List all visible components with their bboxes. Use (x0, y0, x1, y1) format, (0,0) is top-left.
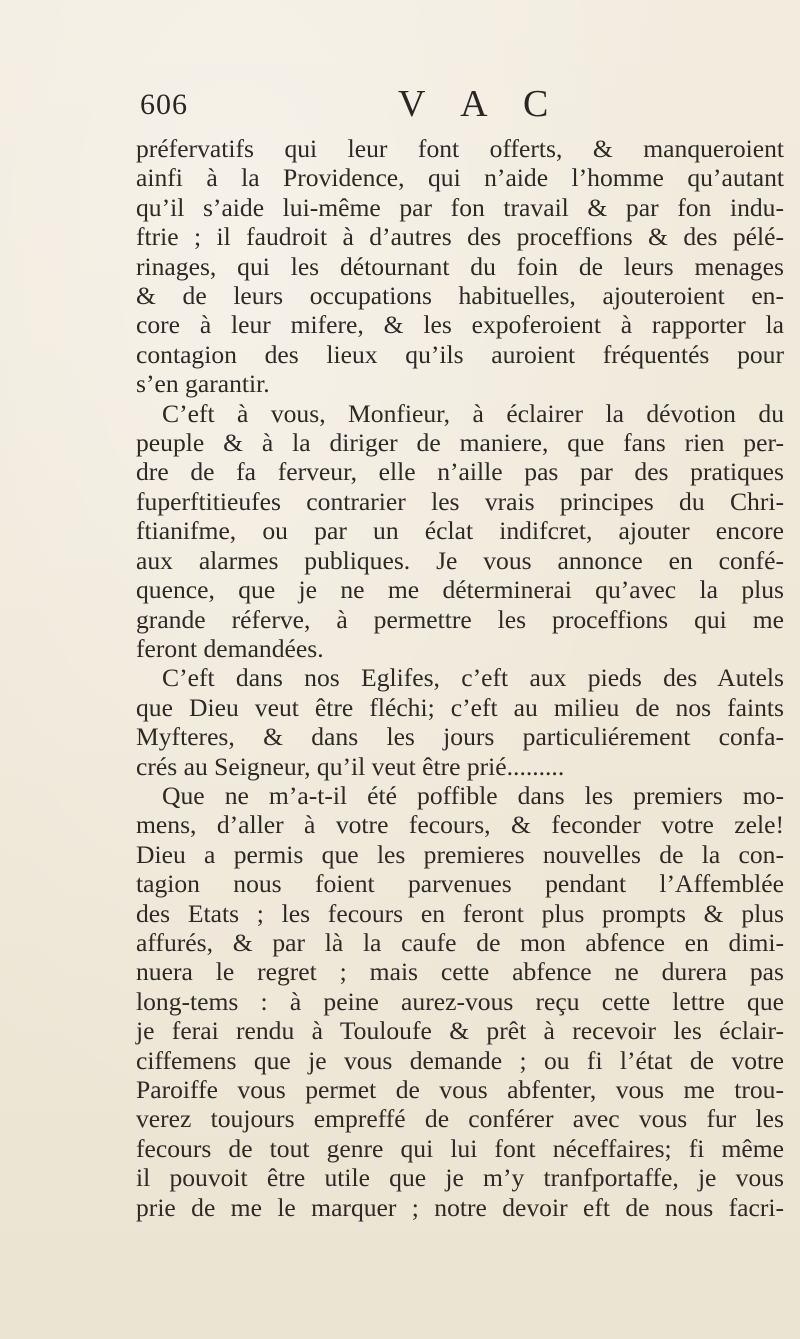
text-line: C’eft à vous, Monfieur, à éclairer la dévotion du (162, 398, 784, 428)
text-line: s’en garantir. (136, 369, 270, 399)
text-line: C’eft dans nos Eglifes, c’eft aux pieds des Autels (162, 663, 784, 693)
text-line: & de leurs occupations habituelles, ajouteroient en- (136, 281, 784, 311)
text-line: ainfi à la Providence, qui n’aide l’homme qu’autant (136, 163, 784, 193)
text-line: prie de me le marquer ; notre devoir eft de nous facri- (136, 1192, 784, 1222)
text-line: verez toujours empreffé de conférer avec vous fur les (136, 1104, 784, 1134)
text-line: core à leur mifere, & les expoferoient à rapporter la (136, 310, 784, 340)
text-line: préfervatifs qui leur font offerts, & manqueroient (136, 134, 784, 163)
text-line: des Etats ; les fecours en feront plus prompts & plus (136, 898, 784, 928)
text-line: contagion des lieux qu’ils auroient fréquentés pour (136, 339, 784, 369)
text-line: crés au Seigneur, qu’il veut être prié......... (136, 751, 565, 781)
running-head: V A C (398, 83, 563, 125)
text-line: je ferai rendu à Touloufe & prêt à recevoir les éclair- (136, 1016, 784, 1046)
text-line: peuple & à la diriger de maniere, que fans rien per- (136, 428, 784, 458)
text-line: que Dieu veut être fléchi; c’eft au milieu de nos faints (136, 692, 784, 722)
page-header (140, 82, 770, 132)
text-line: aux alarmes publiques. Je vous annonce en confé- (136, 545, 784, 575)
text-line: il pouvoit être utile que je m’y tranfportaffe, je vous (136, 1163, 784, 1193)
text-line: Que ne m’a-t-il été poffible dans les premiers mo- (162, 780, 784, 810)
text-line: nuera le regret ; mais cette abfence ne durera pas (136, 957, 784, 987)
text-line: Paroiffe vous permet de vous abfenter, vous me trou- (136, 1075, 784, 1104)
text-line: dre de fa ferveur, elle n’aille pas par des pratiques (136, 457, 784, 487)
text-line: long-tems : à peine aurez-vous reçu cette lettre que (136, 986, 784, 1016)
text-line: Dieu a permis que les premieres nouvelles de la con- (136, 839, 784, 869)
text-line: affurés, & par là la caufe de mon abfence en dimi- (136, 927, 784, 957)
text-line: fecours de tout genre qui lui font néceffaires; fi même (136, 1133, 784, 1163)
text-line: quence, que je ne me déterminerai qu’avec la plus (136, 575, 784, 605)
text-line: fuperftitieufes contrarier les vrais principes du Chri- (136, 486, 784, 516)
text-line: ftianifme, ou par un éclat indifcret, ajouter encore (136, 516, 784, 546)
text-line: ciffemens que je vous demande ; ou fi l’état de votre (136, 1045, 784, 1075)
page-number: 606 (140, 88, 188, 121)
text-line: Myfteres, & dans les jours particuliérement confa- (136, 722, 784, 752)
text-line: tagion nous foient parvenues pendant l’Affemblée (136, 869, 784, 899)
text-line: feront demandées. (136, 633, 324, 663)
text-line: grande réferve, à permettre les proceffions qui me (136, 604, 784, 634)
text-line: mens, d’aller à votre fecours, & feconder votre zele! (136, 810, 784, 840)
text-line: rinages, qui les détournant du foin de leurs menages (136, 251, 784, 281)
text-line: qu’il s’aide lui-même par fon travail & par fon indu- (136, 192, 784, 222)
text-line: ftrie ; il faudroit à d’autres des proceffions & des pélé- (136, 222, 784, 252)
body-text (136, 134, 784, 1222)
